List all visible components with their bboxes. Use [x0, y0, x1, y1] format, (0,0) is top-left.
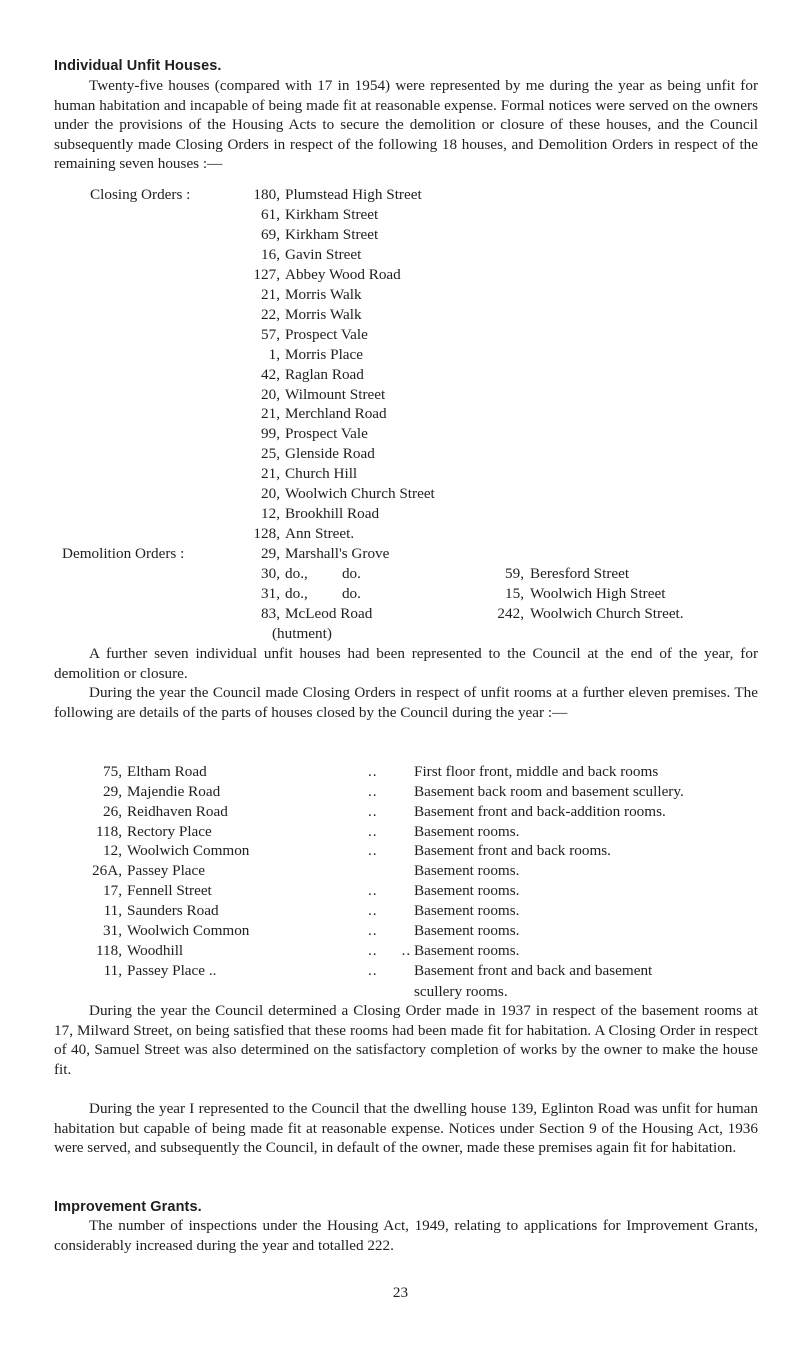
demolition-order-place: do., do. — [285, 584, 361, 602]
closed-room-number: 11, — [103, 901, 122, 919]
rooms-intro-paragraph: During the year the Council made Closing Orders in respect of unfit rooms at a further eleven premises. The following are details of the parts of houses closed by the Council during the year :— — [54, 684, 758, 721]
closing-order-place: Prospect Vale — [285, 325, 368, 343]
demolition-order-right-number: 59, — [505, 565, 524, 582]
closing-order-number: 25, — [261, 445, 280, 463]
closed-room-place: Eltham Road — [127, 763, 207, 780]
closed-room-leader-dots: .. — [368, 842, 378, 860]
closed-room-leader-dots: .. — [368, 802, 378, 820]
closing-order-place: Woolwich Church Street — [285, 485, 435, 503]
closing-order-place: Raglan Road — [285, 365, 364, 383]
heading-individual-unfit-houses: Individual Unfit Houses. — [54, 58, 222, 74]
demolition-order-right-place: Woolwich High Street — [530, 584, 666, 602]
closing-order-place: Prospect Vale — [285, 425, 368, 443]
demolition-order-number: 31, — [261, 584, 280, 602]
closed-room-detail: Basement rooms. — [414, 901, 520, 919]
demolition-order-number: 30, — [261, 564, 280, 582]
closing-order-place: Wilmount Street — [285, 385, 386, 403]
closed-room-detail: Basement rooms. — [414, 862, 520, 880]
closed-room-place: Woolwich Common — [127, 842, 250, 860]
closed-room-leader-dots: .. — [368, 822, 378, 840]
closing-order-number: 21, — [261, 465, 280, 483]
closing-order-number: 22, — [261, 305, 280, 323]
closed-room-detail: First floor front, middle and back rooms — [414, 763, 659, 780]
closed-room-detail: Basement back room and basement scullery. — [414, 782, 684, 800]
closing-order-number: 21, — [261, 285, 280, 303]
closed-room-number: 29, — [103, 782, 122, 800]
closing-order-number: 20, — [261, 385, 280, 403]
closing-order-place: Brookhill Road — [285, 505, 380, 523]
closing-order-number: 20, — [261, 485, 280, 503]
closed-room-place: Woodhill — [127, 941, 184, 959]
closed-room-leader-dots: .. — [368, 882, 378, 900]
closing-orders-label: Closing Orders : — [90, 186, 191, 203]
closed-room-leader-dots: .. — [368, 763, 378, 780]
demolition-orders-label: Demolition Orders : — [62, 545, 185, 562]
closing-order-number: 61, — [261, 205, 280, 223]
demolition-order-number: 83, — [261, 604, 280, 622]
demolition-order-number: 29, — [261, 545, 280, 562]
closed-room-detail: Basement rooms. — [414, 822, 520, 840]
closing-order-number: 69, — [261, 225, 280, 243]
closing-order-place: Plumstead High Street — [285, 186, 422, 203]
closing-order-number: 127, — [253, 265, 280, 283]
closed-room-number: 11, — [103, 961, 122, 979]
closed-room-leader-dots: .. — [368, 782, 378, 800]
demolition-order-right-place: Woolwich Church Street. — [530, 604, 684, 622]
closed-room-leader-dots: .. — [368, 961, 378, 979]
closing-order-number: 1, — [268, 345, 280, 363]
closed-room-detail: Basement front and back and basement — [414, 961, 653, 979]
closed-room-leader-dots: .. .. — [368, 941, 412, 959]
demolition-order-place: McLeod Road — [285, 604, 373, 622]
demolition-note: (hutment) — [272, 625, 332, 642]
closing-order-place: Gavin Street — [285, 245, 362, 263]
page-number: 23 — [392, 1284, 409, 1301]
demolition-order-place: do., do. — [285, 564, 361, 582]
closed-room-place: Reidhaven Road — [127, 802, 228, 820]
closing-order-place: Glenside Road — [285, 445, 375, 463]
closing-order-place: Abbey Wood Road — [285, 265, 401, 283]
closing-order-number: 12, — [261, 505, 280, 523]
demolition-order-right-number: 15, — [505, 584, 524, 602]
closed-room-number: 26, — [103, 802, 122, 820]
closed-room-detail: Basement rooms. — [414, 941, 520, 959]
closed-room-place: Saunders Road — [127, 901, 219, 919]
heading-improvement-grants: Improvement Grants. — [54, 1199, 202, 1215]
demolition-order-place: Marshall's Grove — [285, 545, 390, 562]
closed-room-place: Woolwich Common — [127, 921, 250, 939]
closed-room-place: Passey Place — [127, 862, 206, 880]
closing-order-number: 16, — [261, 245, 280, 263]
closed-room-number: 26A, — [92, 862, 122, 880]
closed-room-number: 31, — [103, 921, 122, 939]
improvement-grants-paragraph: The number of inspections under the Housing Act, 1949, relating to applications for Improvement Grants, considerably increased during the year and totalled 222. — [54, 1217, 758, 1254]
closed-room-number: 75, — [103, 763, 122, 780]
closing-order-number: 42, — [261, 365, 280, 383]
paragraph-1937-closing-order: During the year the Council determined a Closing Order made in 1937 in respect of the basement rooms at 17, Milward Street, on being satisfied that these rooms had been made fit for habitation. A Closing Order in respect of 40, Samuel Street was also determined on the satisfactory completion of works by the owner to make the house fit. — [54, 1002, 758, 1078]
closed-room-leader-dots: .. — [368, 901, 378, 919]
demolition-order-right-number: 242, — [497, 604, 524, 622]
further-paragraph: A further seven individual unfit houses had been represented to the Council at the end of the year, for demolition or closure. — [54, 645, 758, 682]
closing-order-place: Ann Street. — [285, 525, 355, 543]
closed-room-detail: Basement rooms. — [414, 921, 520, 939]
closed-room-leader-dots: .. — [368, 921, 378, 939]
closing-order-number: 99, — [261, 425, 280, 443]
rooms-list-continuation: scullery rooms. — [414, 983, 508, 1000]
intro-paragraph: Twenty-five houses (compared with 17 in 1954) were represented by me during the year as being unfit for human habitation and incapable of being made fit at reasonable expense. Formal notices were served on the owners under the provisions of the Housing Acts to secure the demolition or closure of these houses, and the Council subsequently made Closing Orders in respect of the following 18 houses, and Demolition Orders in respect of the remaining seven houses :— — [54, 77, 758, 173]
closed-room-detail: Basement front and back rooms. — [414, 842, 611, 860]
closing-order-number: 21, — [261, 405, 280, 423]
closed-room-number: 118, — [95, 941, 122, 959]
closing-order-number: 128, — [253, 525, 280, 543]
closed-room-place: Passey Place .. — [127, 961, 217, 979]
closing-order-place: Morris Walk — [285, 305, 362, 323]
closing-order-place: Morris Place — [285, 345, 364, 363]
closed-room-place: Majendie Road — [127, 782, 221, 800]
closing-order-place: Morris Walk — [285, 285, 362, 303]
closed-room-place: Rectory Place — [127, 822, 212, 840]
closing-order-place: Merchland Road — [285, 405, 387, 423]
paragraph-eglinton-road: During the year I represented to the Council that the dwelling house 139, Eglinton Road was unfit for human habitation but capable of being made fit at reasonable expense. Notices under Section 9 of the Housing Act, 1936 were served, and subsequently the Council, in default of the owner, made these premises again fit for habitation. — [54, 1100, 758, 1157]
closing-order-place: Kirkham Street — [285, 225, 379, 243]
demolition-order-right-place: Beresford Street — [530, 565, 630, 582]
closing-order-place: Church Hill — [285, 465, 358, 483]
closing-order-number: 57, — [261, 325, 280, 343]
closed-room-number: 17, — [103, 882, 122, 900]
closing-order-number: 180, — [253, 186, 280, 203]
closed-room-detail: Basement front and back-addition rooms. — [414, 802, 666, 820]
closed-room-number: 118, — [95, 822, 122, 840]
closed-room-place: Fennell Street — [127, 882, 212, 900]
closed-room-detail: Basement rooms. — [414, 882, 520, 900]
closing-order-place: Kirkham Street — [285, 205, 379, 223]
closed-room-number: 12, — [103, 842, 122, 860]
